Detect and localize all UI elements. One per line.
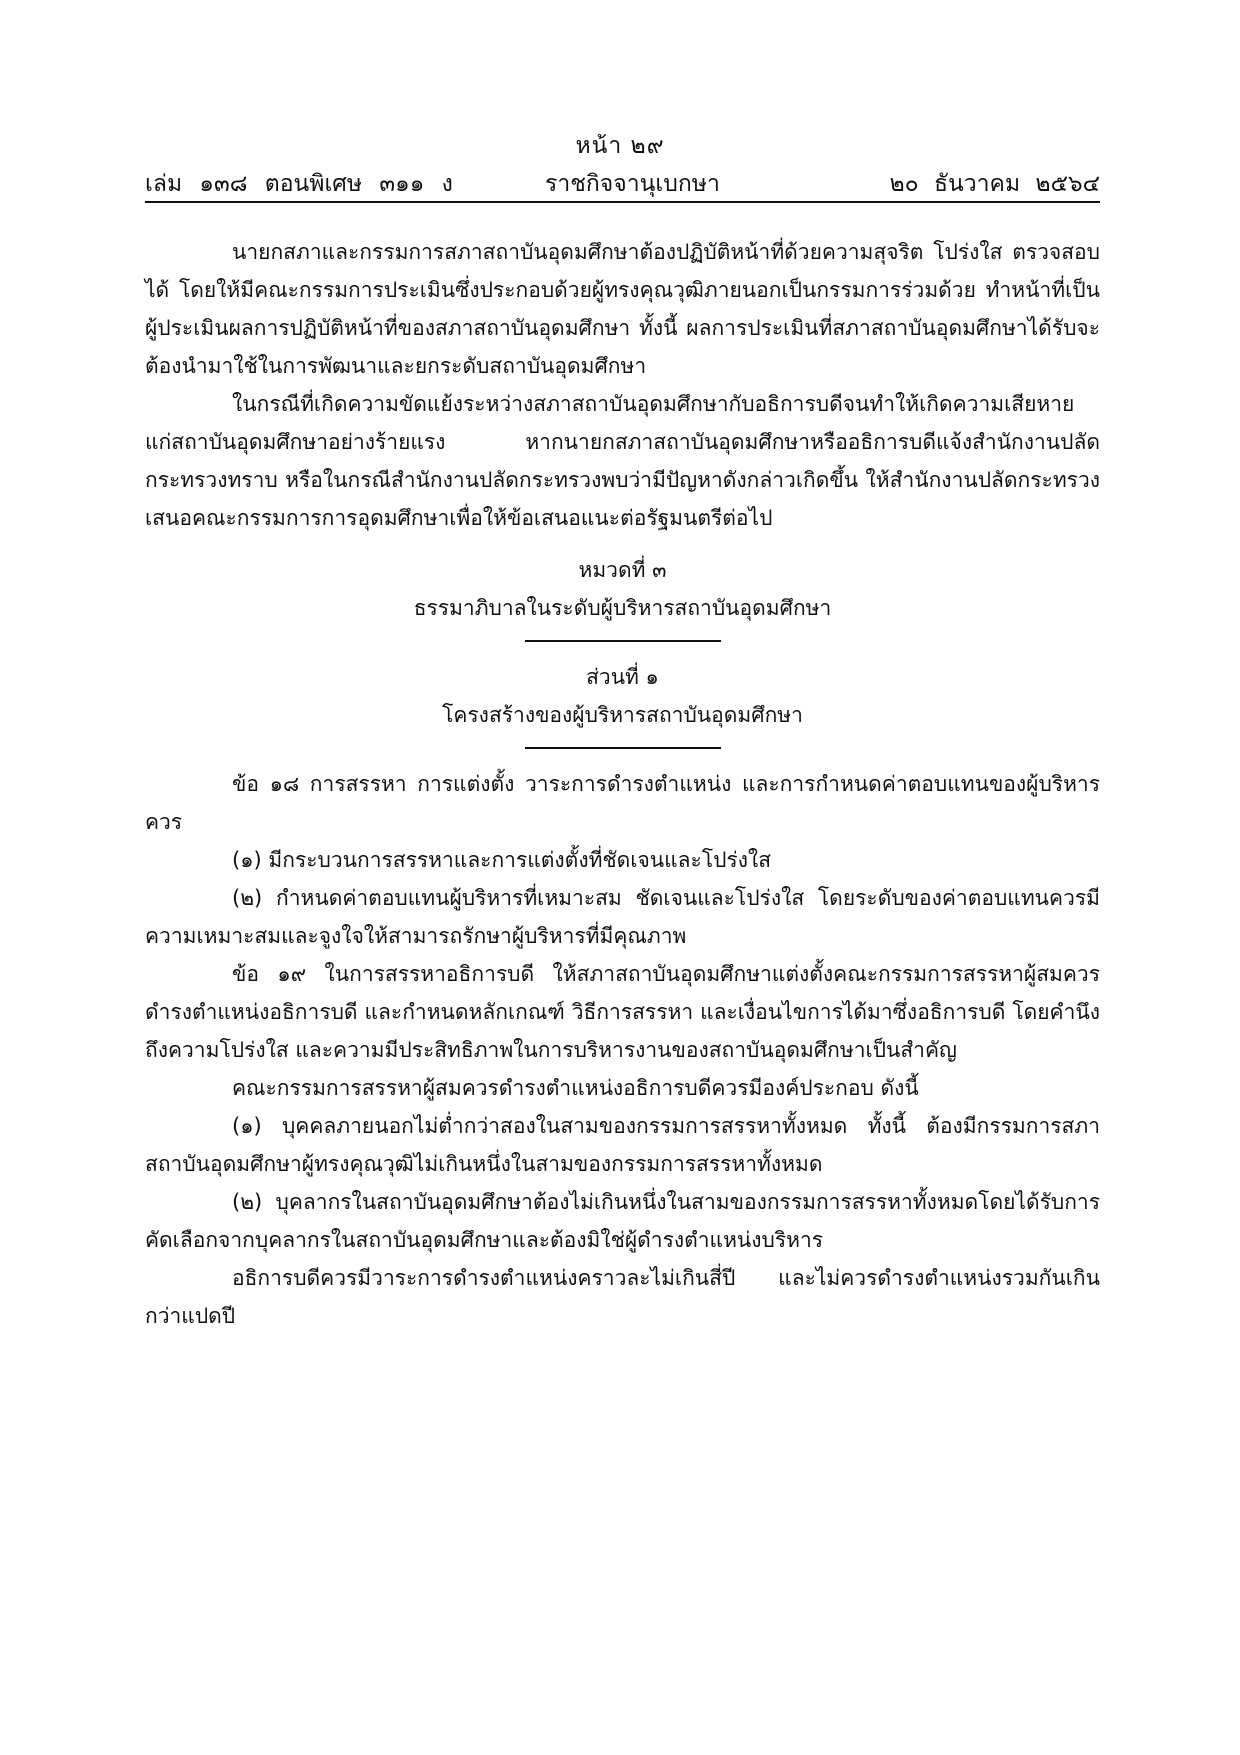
clause-18-item-1: (๑) มีกระบวนการสรรหาและการแต่งตั้งที่ชัดเจนและโปร่งใส <box>232 848 772 872</box>
publication-date: ๒๐ ธันวาคม ๒๕๖๔ <box>889 171 1100 197</box>
section-divider <box>525 747 721 749</box>
document-body <box>145 233 1100 1335</box>
clause-18-item-2: (๒) กำหนดค่าตอบแทนผู้บริหารที่เหมาะสม ชัดเจนและโปร่งใส โดยระดับของค่าตอบแทนควรมีความเหมาะสมและจูงใจให้สามารถรักษาผู้บริหารที่มีคุณภาพ <box>145 886 1100 948</box>
chapter-divider <box>525 640 721 642</box>
clause-19-item-2: (๒) บุคลากรในสถาบันอุดมศึกษาต้องไม่เกินหนึ่งในสามของกรรมการสรรหาทั้งหมดโดยได้รับการคัดเลือกจากบุคลากรในสถาบันอุดมศึกษาและต้องมิใช่ผู้ดำรงตำแหน่งบริหาร <box>145 1190 1100 1252</box>
gazette-header <box>145 166 1100 200</box>
chapter-number: หมวดที่ ๓ <box>578 558 667 582</box>
clause-19-term: อธิการบดีควรมีวาระการดำรงตำแหน่งคราวละไม่เกินสี่ปี และไม่ควรดำรงตำแหน่งรวมกันเกินกว่าแปดปี <box>145 1266 1100 1328</box>
gazette-title: ราชกิจจานุเบกษา <box>545 171 720 197</box>
clause-19-item-1: (๑) บุคคลภายนอกไม่ต่ำกว่าสองในสามของกรรมการสรรหาทั้งหมด ทั้งนี้ ต้องมีกรรมการสภาสถาบันอุดมศึกษาผู้ทรงคุณวุฒิไม่เกินหนึ่งในสามของกรรมการสรรหาทั้งหมด <box>145 1114 1100 1176</box>
clause-19: ข้อ ๑๙ ในการสรรหาอธิการบดี ให้สภาสถาบันอุดมศึกษาแต่งตั้งคณะกรรมการสรรหาผู้สมควรดำรงตำแหน่งอธิการบดี และกำหนดหลักเกณฑ์ วิธีการสรรหา และเงื่อนไขการได้มาซึ่งอธิการบดี โดยคำนึงถึงความโปร่งใส และความมีประสิทธิภาพในการบริหารงานของสถาบันอุดมศึกษาเป็นสำคัญ <box>145 962 1100 1062</box>
header-divider <box>145 201 1100 203</box>
volume-issue: เล่ม ๑๓๘ ตอนพิเศษ ๓๑๑ ง <box>145 171 453 197</box>
chapter-title: ธรรมาภิบาลในระดับผู้บริหารสถาบันอุดมศึกษา <box>413 596 832 620</box>
paragraph-conflict: ในกรณีที่เกิดความขัดแย้งระหว่างสภาสถาบันอุดมศึกษากับอธิการบดีจนทำให้เกิดความเสียหายแก่สถาบันอุดมศึกษาอย่างร้ายแรง หากนายกสภาสถาบันอุดมศึกษาหรืออธิการบดีแจ้งสำนักงานปลัดกระทรวงทราบ หรือในกรณีสำนักงานปลัดกระทรวงพบว่ามีปัญหาดังกล่าวเกิดขึ้น ให้สำนักงานปลัดกระทรวงเสนอคณะกรรมการการอุดมศึกษาเพื่อให้ข้อเสนอแนะต่อรัฐมนตรีต่อไป <box>145 392 1100 530</box>
page-number: หน้า ๒๙ <box>575 133 665 159</box>
paragraph-council-duty: นายกสภาและกรรมการสภาสถาบันอุดมศึกษาต้องปฏิบัติหน้าที่ด้วยความสุจริต โปร่งใส ตรวจสอบได้ โดยให้มีคณะกรรมการประเมินซึ่งประกอบด้วยผู้ทรงคุณวุฒิภายนอกเป็นกรรมการร่วมด้วย ทำหน้าที่เป็นผู้ประเมินผลการปฏิบัติหน้าที่ของสภาสถาบันอุดมศึกษา ทั้งนี้ ผลการประเมินที่สภาสถาบันอุดมศึกษาได้รับจะต้องนำมาใช้ในการพัฒนาและยกระดับสถาบันอุดมศึกษา <box>145 240 1100 378</box>
section-number: ส่วนที่ ๑ <box>586 665 659 689</box>
clause-19-committee: คณะกรรมการสรรหาผู้สมควรดำรงตำแหน่งอธิการบดีควรมีองค์ประกอบ ดังนี้ <box>232 1076 919 1100</box>
section-title: โครงสร้างของผู้บริหารสถาบันอุดมศึกษา <box>442 703 803 727</box>
clause-18: ข้อ ๑๘ การสรรหา การแต่งตั้ง วาระการดำรงตำแหน่ง และการกำหนดค่าตอบแทนของผู้บริหาร ควร <box>145 772 1100 834</box>
